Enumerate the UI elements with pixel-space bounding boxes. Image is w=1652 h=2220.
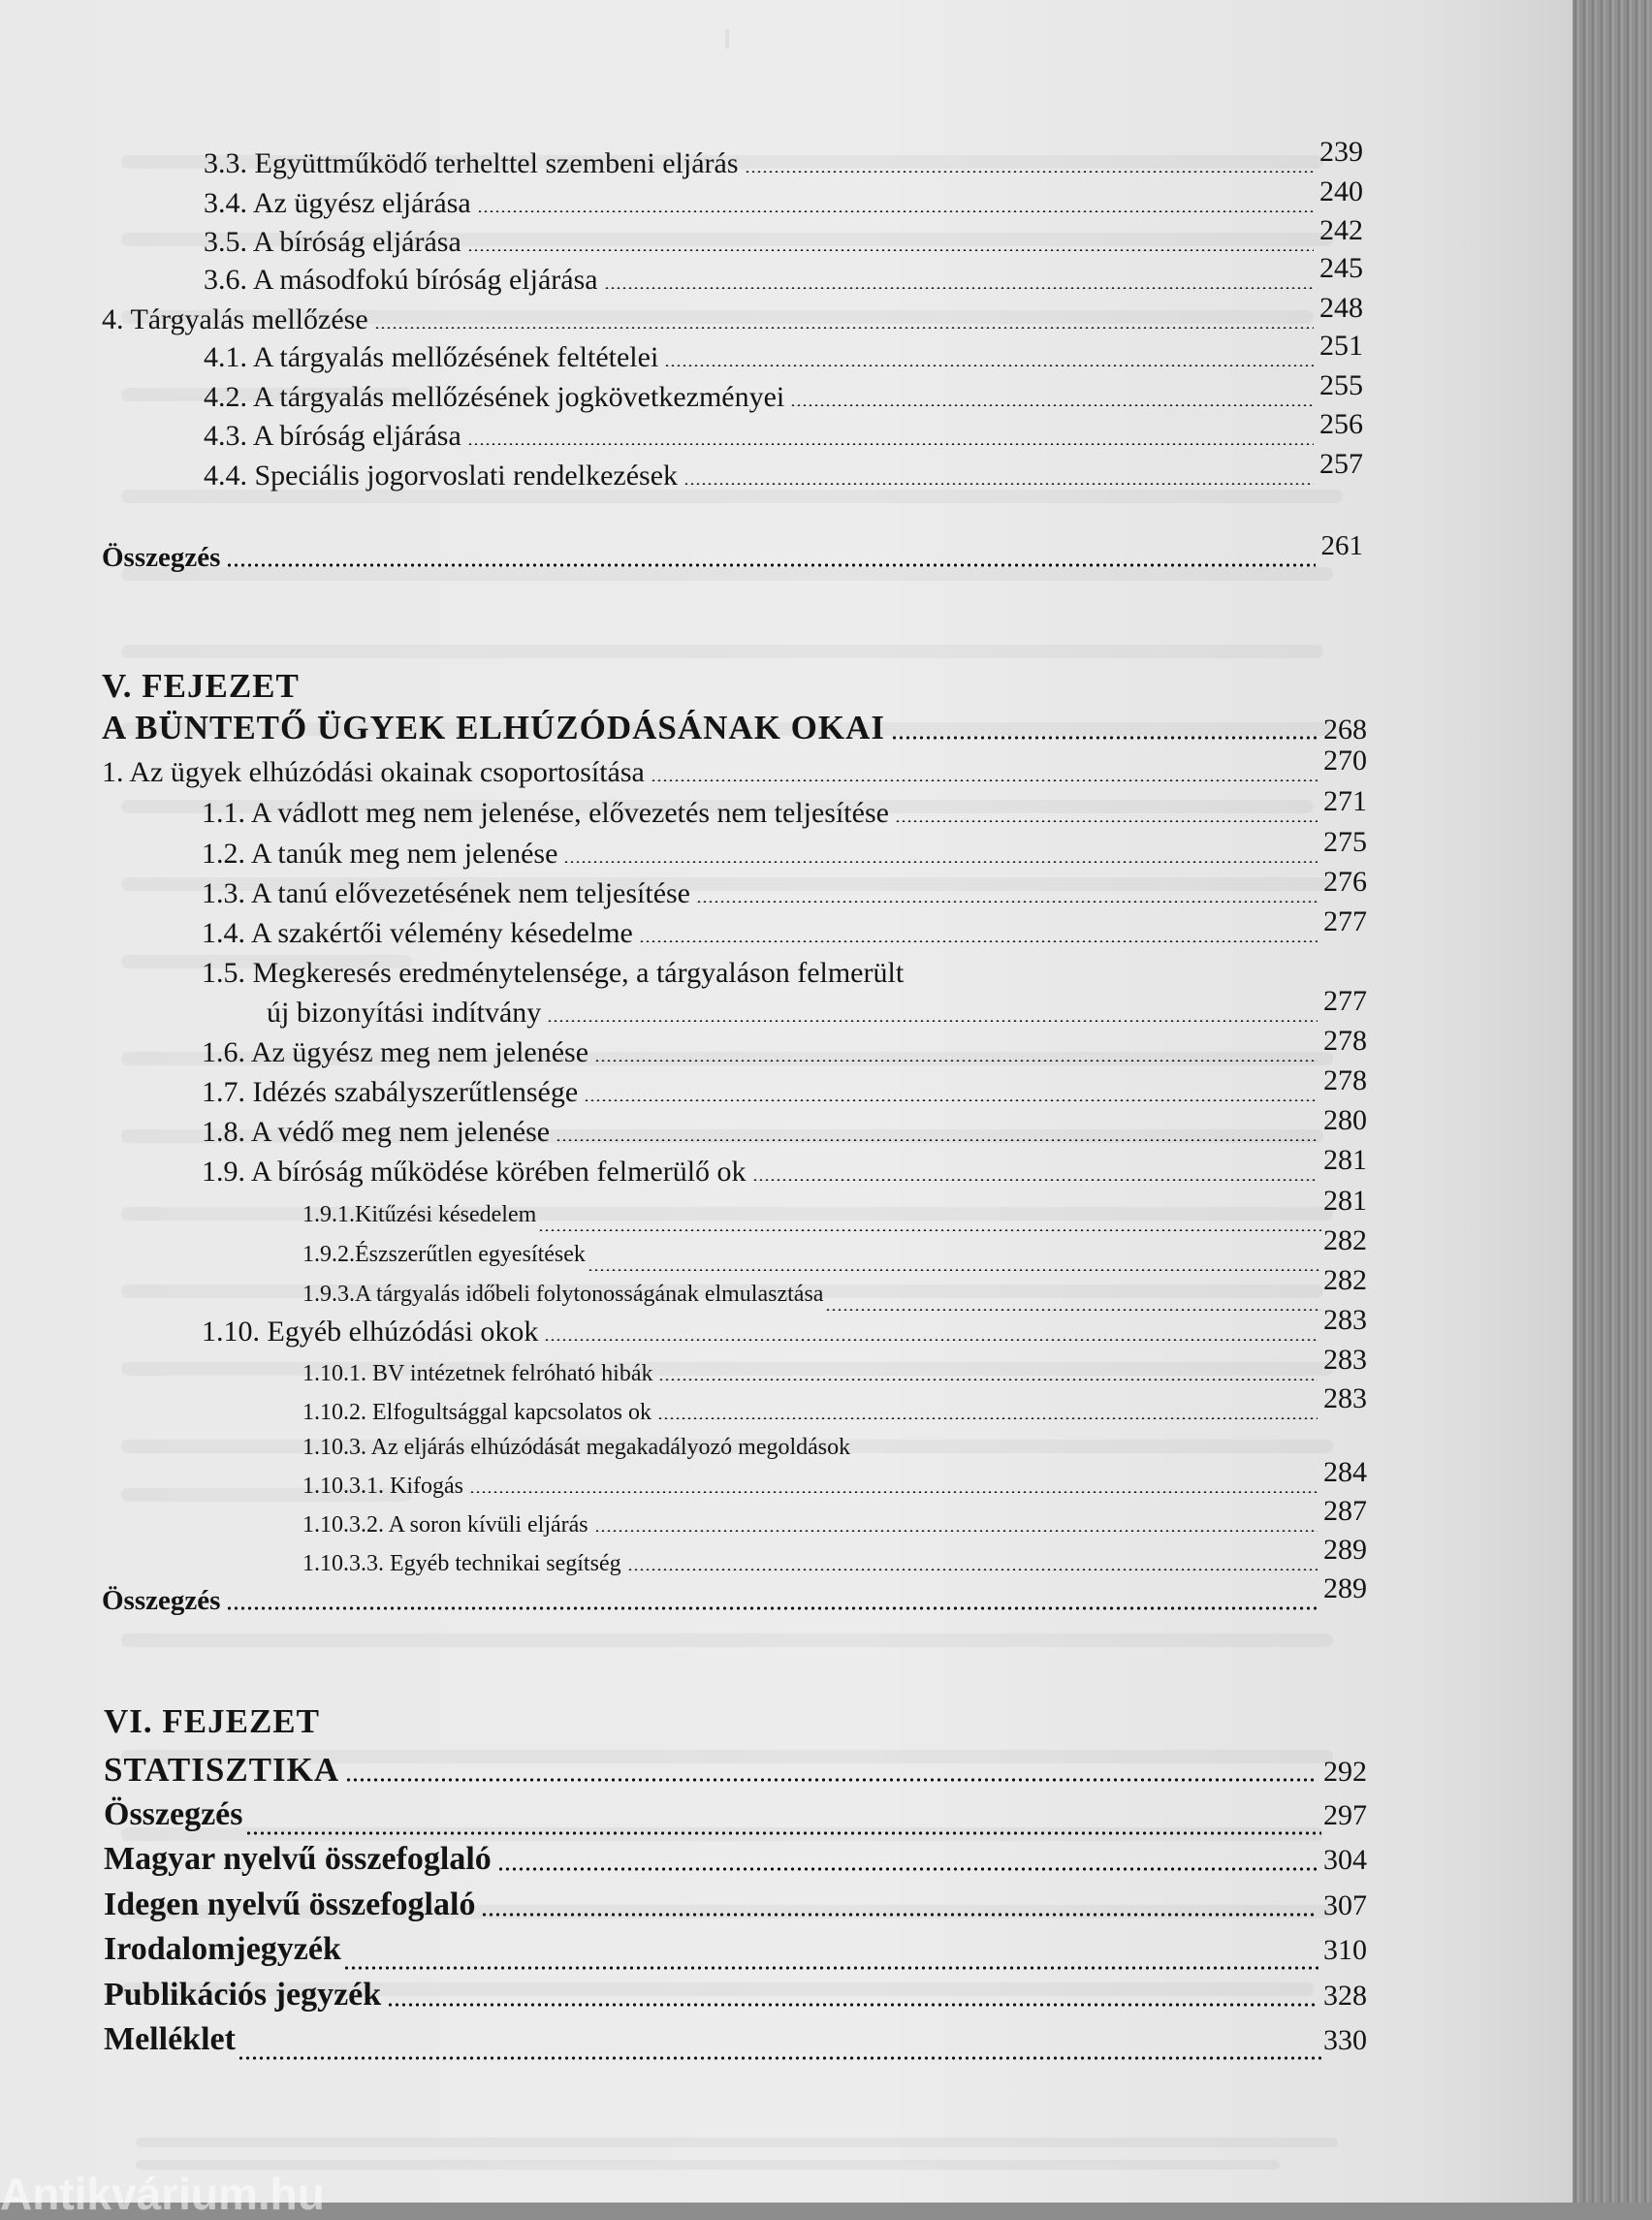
chapter-5-number: V. FEJEZET — [102, 667, 300, 705]
toc-entry-label: 1.9.2.Észszerűtlen egyesítések — [302, 1242, 586, 1267]
toc-entry-5-1-10-3-3 — [302, 1534, 1367, 1580]
toc-entry-label: 4.3. A bíróság eljárása — [204, 420, 461, 452]
toc-entry-5-1-10-3: 1.10.3. Az eljárás elhúzódását megakadályozó megoldások — [302, 1435, 851, 1460]
toc-entry-page: 275 — [1323, 826, 1367, 858]
toc-entry-3-4 — [204, 175, 1363, 222]
leader-dots — [895, 820, 1318, 822]
toc-entry-5-1-9-1 — [302, 1185, 1367, 1231]
leader-dots — [538, 1229, 1321, 1231]
toc-appendix — [104, 2019, 1367, 2060]
toc-entry-3-3 — [204, 136, 1363, 182]
toc-entry-label: 1. Az ügyek elhúzódási okainak csoportosítása — [102, 756, 645, 788]
toc-entry-4-3 — [204, 408, 1363, 455]
toc-entry-page: 289 — [1323, 1572, 1367, 1604]
leader-dots — [544, 1339, 1318, 1341]
toc-entry-page: 277 — [1323, 985, 1367, 1017]
toc-hungarian-summary — [104, 1839, 1367, 1880]
leader-dots — [226, 1606, 1318, 1610]
toc-summary-chapter-5 — [102, 1572, 1367, 1619]
watermark: Antikvárium.hu — [0, 2169, 325, 2219]
toc-entry-page: 307 — [1323, 1889, 1367, 1921]
toc-entry-label: 4.4. Speciális jogorvoslati rendelkezések — [204, 460, 679, 492]
toc-entry-label: Összegzés — [102, 1585, 221, 1616]
toc-entry-page: 251 — [1319, 330, 1363, 362]
toc-entry-label: Idegen nyelvű összefoglaló — [104, 1887, 476, 1922]
toc-entry-5-1-5-cont — [267, 985, 1367, 1031]
leader-dots — [584, 1099, 1318, 1101]
toc-entry-label: 1.7. Idézés szabályszerűtlensége — [202, 1076, 579, 1108]
toc-entry-page: 261 — [1320, 530, 1363, 561]
toc-entry-page: 330 — [1323, 2024, 1367, 2056]
toc-entry-page: 248 — [1319, 292, 1363, 324]
leader-dots — [696, 901, 1318, 903]
toc-entry-label: 1.3. A tanú elővezetésének nem teljesítése — [202, 877, 690, 909]
toc-entry-5-1-10 — [202, 1304, 1367, 1350]
leader-dots — [563, 861, 1318, 863]
toc-entry-page: 278 — [1323, 1025, 1367, 1057]
toc-entry-page: 328 — [1323, 1980, 1367, 2012]
toc-entry-5-1-10-2 — [302, 1382, 1367, 1429]
toc-entry-label: Összegzés — [102, 542, 221, 573]
toc-entry-label: 1.10.3.3. Egyéb technikai segítség — [302, 1551, 621, 1576]
toc-entry-3-6 — [204, 252, 1363, 299]
toc-entry-page: 255 — [1319, 369, 1363, 401]
leader-dots — [664, 365, 1314, 366]
toc-entry-4 — [102, 292, 1363, 338]
chapter-6-page: 292 — [1323, 1756, 1367, 1788]
toc-entry-page: 257 — [1319, 448, 1363, 480]
toc-entry-page: 256 — [1319, 408, 1363, 440]
toc-entry-page: 278 — [1323, 1064, 1367, 1096]
toc-entry-5-1-10-3-1 — [302, 1456, 1367, 1503]
toc-entry-4-2 — [204, 369, 1363, 416]
toc-entry-label: 1.4. A szakértői vélemény késedelme — [202, 917, 633, 949]
chapter-6-title-entry — [104, 1750, 1367, 1791]
leader-dots — [345, 1778, 1318, 1782]
chapter-5-page: 268 — [1323, 714, 1367, 745]
toc-entry-label: 4.1. A tárgyalás mellőzésének feltételei — [204, 341, 659, 373]
chapter-6-title: STATISZTIKA — [104, 1751, 340, 1789]
leader-dots — [469, 1491, 1318, 1493]
toc-entry-label: 1.10.2. Elfogultsággal kapcsolatos ok — [302, 1400, 651, 1425]
leader-dots — [226, 563, 1315, 567]
toc-back-summary — [104, 1794, 1367, 1835]
toc-entry-5-1-1 — [202, 785, 1367, 832]
toc-entry-page: 310 — [1323, 1934, 1367, 1966]
toc-entry-page: 283 — [1323, 1382, 1367, 1414]
toc-entry-label: 3.4. Az ügyész eljárása — [204, 187, 471, 219]
leader-dots — [594, 1530, 1318, 1532]
chapter-5-title-entry — [102, 708, 1367, 748]
toc-entry-page: 283 — [1323, 1304, 1367, 1336]
toc-entry-5-1-9 — [202, 1144, 1367, 1190]
leader-dots — [477, 210, 1314, 212]
toc-entry-page: 281 — [1323, 1185, 1367, 1217]
toc-entry-label: 1.10.1. BV intézetnek felróható hibák — [302, 1361, 653, 1386]
toc-entry-page: 271 — [1323, 785, 1367, 817]
leader-dots — [752, 1179, 1318, 1181]
toc-entry-5-1-8 — [202, 1104, 1367, 1151]
leader-dots — [547, 1020, 1318, 1022]
toc-entry-page: 297 — [1323, 1799, 1367, 1831]
toc-entry-page: 281 — [1323, 1144, 1367, 1176]
toc-entry-5-1-2 — [202, 826, 1367, 872]
toc-foreign-summary — [104, 1885, 1367, 1925]
leader-dots — [467, 249, 1314, 251]
toc-entry-label: 4. Tárgyalás mellőzése — [102, 303, 368, 335]
toc-entry-5-1-7 — [202, 1064, 1367, 1111]
leader-dots — [683, 483, 1314, 485]
leader-dots — [627, 1569, 1318, 1570]
toc-entry-label: Összegzés — [104, 1796, 243, 1832]
toc-entry-page: 245 — [1319, 252, 1363, 284]
toc-entry-page: 242 — [1319, 214, 1363, 246]
toc-entry-label: 1.9.1.Kitűzési késedelem — [302, 1202, 537, 1227]
chapter-5-title: A BÜNTETŐ ÜGYEK ELHÚZÓDÁSÁNAK OKAI — [102, 709, 886, 746]
toc-bibliography — [104, 1929, 1367, 1970]
toc-entry-5-1 — [102, 745, 1367, 791]
leader-dots — [891, 736, 1318, 740]
toc-entry-page: 282 — [1323, 1224, 1367, 1256]
chapter-6-number: VI. FEJEZET — [104, 1702, 320, 1740]
toc-entry-label: 1.2. A tanúk meg nem jelenése — [202, 838, 558, 870]
toc-entry-label: Irodalomjegyzék — [104, 1931, 341, 1967]
toc-publications — [104, 1975, 1367, 2015]
toc-entry-5-1-3 — [202, 866, 1367, 912]
toc-entry-page: 276 — [1323, 866, 1367, 898]
toc-entry-page: 304 — [1323, 1844, 1367, 1876]
toc-entry-label: 1.8. A védő meg nem jelenése — [202, 1116, 551, 1148]
leader-dots — [556, 1139, 1318, 1141]
toc-entry-page: 240 — [1319, 175, 1363, 207]
toc-entry-page: 280 — [1323, 1104, 1367, 1136]
leader-dots — [497, 1867, 1318, 1871]
toc-entry-label: 1.9.3.A tárgyalás időbeli folytonosságának elmulasztása — [302, 1282, 824, 1307]
leader-dots — [651, 779, 1318, 781]
toc-entry-3-5 — [204, 214, 1363, 261]
toc-entry-5-1-9-3 — [302, 1264, 1367, 1311]
toc-entry-label: 1.10. Egyéb elhúzódási okok — [202, 1316, 539, 1348]
leader-dots — [481, 1913, 1318, 1917]
toc-entry-page: 277 — [1323, 905, 1367, 937]
toc-entry-5-1-10-1 — [302, 1344, 1367, 1390]
toc-entry-label: 4.2. A tárgyalás mellőzésének jogkövetkezményei — [204, 381, 785, 413]
toc-summary-chapter-4 — [102, 530, 1363, 576]
toc-entry-page: 283 — [1323, 1344, 1367, 1376]
leader-dots — [790, 404, 1314, 406]
toc-entry-label: 3.3. Együttműködő terhelttel szembeni eljárás — [204, 147, 739, 179]
leader-dots — [639, 940, 1318, 942]
toc-entry-label: 1.6. Az ügyész meg nem jelenése — [202, 1036, 589, 1068]
toc-entry-label: 1.10.3.2. A soron kívüli eljárás — [302, 1512, 588, 1538]
toc-entry-label: 1.10.3.1. Kifogás — [302, 1474, 463, 1499]
toc-entry-5-1-6 — [202, 1025, 1367, 1071]
toc-entry-page: 270 — [1323, 745, 1367, 777]
leader-dots — [657, 1417, 1318, 1419]
leader-dots — [245, 1831, 1321, 1835]
book-page-edges — [1573, 0, 1652, 2203]
leader-dots — [604, 287, 1314, 289]
leader-dots — [745, 171, 1314, 173]
leader-dots — [588, 1269, 1321, 1271]
toc-entry-label: Melléklet — [104, 2021, 236, 2057]
leader-dots — [343, 1966, 1321, 1970]
toc-entry-label: Magyar nyelvű összefoglaló — [104, 1841, 492, 1877]
leader-dots — [825, 1309, 1321, 1311]
toc-entry-5-1-10-3-2 — [302, 1495, 1367, 1541]
toc-entry-label: 1.9. A bíróság működése körében felmerülő ok — [202, 1156, 747, 1188]
leader-dots — [594, 1060, 1318, 1062]
leader-dots — [387, 2003, 1318, 2007]
toc-entry-label: 3.6. A másodfokú bíróság eljárása — [204, 264, 598, 296]
leader-dots — [374, 327, 1314, 329]
toc-entry-page: 282 — [1323, 1264, 1367, 1296]
leader-dots — [658, 1379, 1318, 1380]
toc-entry-page: 287 — [1323, 1495, 1367, 1527]
toc-entry-label: 1.1. A vádlott meg nem jelenése, elővezetés nem teljesítése — [202, 797, 889, 829]
toc-entry-5-1-4 — [202, 905, 1367, 952]
toc-entry-label: Publikációs jegyzék — [104, 1977, 382, 2013]
toc-entry-5-1-9-2 — [302, 1224, 1367, 1271]
leader-dots — [467, 443, 1314, 445]
toc-entry-page: 289 — [1323, 1534, 1367, 1566]
leader-dots — [238, 2056, 1321, 2060]
toc-entry-4-1 — [204, 330, 1363, 376]
toc-entry-5-1-5: 1.5. Megkeresés eredménytelensége, a tárgyaláson felmerült — [202, 957, 905, 989]
toc-entry-page: 239 — [1319, 136, 1363, 168]
toc-entry-label: 3.5. A bíróság eljárása — [204, 226, 461, 258]
toc-entry-4-4 — [204, 448, 1363, 494]
toc-entry-label: új bizonyítási indítvány — [267, 997, 542, 1029]
toc-entry-page: 284 — [1323, 1456, 1367, 1488]
